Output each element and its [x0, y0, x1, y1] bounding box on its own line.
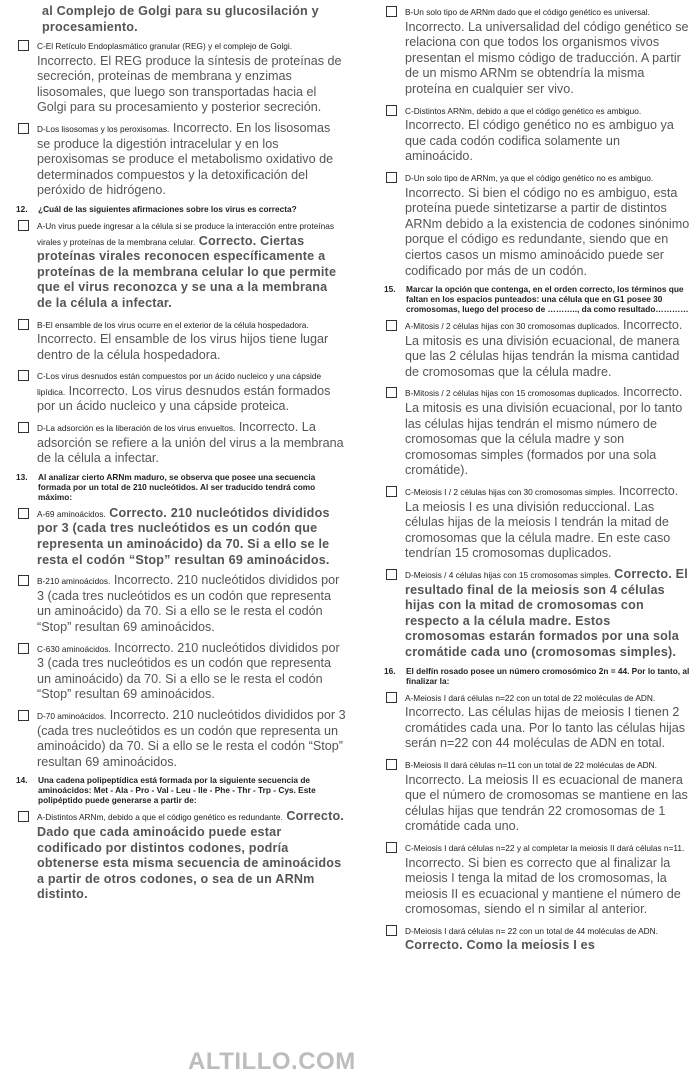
- answer-checkbox[interactable]: [386, 105, 397, 116]
- answer-text: [405, 4, 690, 98]
- option-verdict: Incorrecto.: [405, 118, 465, 133]
- answer-checkbox[interactable]: [386, 692, 397, 703]
- option-label: D-Meiosis I dará células n= 22 con un total de 44 moléculas de ADN.: [405, 925, 658, 936]
- answer-option[interactable]: [16, 506, 346, 568]
- answer-option[interactable]: [16, 573, 346, 635]
- answer-checkbox[interactable]: [18, 370, 29, 381]
- option-verdict: Incorrecto.: [68, 383, 129, 398]
- answer-checkbox[interactable]: [386, 486, 397, 497]
- answer-option[interactable]: [384, 923, 690, 954]
- option-explanation: La mitosis es una división ecuacional, de manera que las 2 células hijas tendrán la misma cantidad de cromosomas que la célula madre.: [405, 333, 680, 379]
- answer-text: [405, 170, 690, 279]
- question-text: Al analizar cierto ARNm maduro, se observa que posee una secuencia formada por un total de 210 nucleótidos. Al ser traducido tendrá como máximo:: [38, 471, 316, 502]
- option-verdict: Correcto.: [286, 809, 345, 824]
- option-label: C-El Retículo Endoplasmático granular (REG) y el complejo de Golgi.: [37, 41, 293, 51]
- answer-text: [405, 103, 690, 165]
- option-label: C-Distintos ARNm, debido a que el código genético es ambiguo.: [405, 105, 642, 116]
- left-items: [16, 38, 346, 903]
- answer-option[interactable]: [384, 385, 690, 479]
- option-explanation: 210 nucleótidos divididos por 3 (cada tres nucleótidos es un codón que representa un aminoácido) da 70. Si a ello se le resta el codón “Stop” resultan 69 aminoácidos.: [37, 573, 340, 634]
- watermark-logo: ALTILLO.COM: [188, 1048, 356, 1075]
- option-verdict: Incorrecto.: [172, 120, 233, 135]
- answer-checkbox[interactable]: [386, 387, 397, 398]
- answer-text: [405, 923, 690, 954]
- question-number: 13.: [16, 471, 28, 482]
- answer-text: [37, 506, 346, 568]
- option-explanation: El ensamble de los virus hijos tiene lugar dentro de la célula hospedadora.: [37, 332, 329, 362]
- answer-checkbox[interactable]: [386, 320, 397, 331]
- answer-text: [37, 420, 346, 467]
- option-explanation: Ciertas proteínas virales reconocen específicamente a proteínas de la membrana celular lo que permite que el virus reconozca y se una a la membrana de la célula a infectar.: [37, 233, 337, 310]
- answer-option[interactable]: [384, 170, 690, 279]
- answer-text: [37, 317, 346, 364]
- question-text: El delfín rosado posee un número cromosómico 2n = 44. Por lo tanto, al finalizar la:: [406, 665, 690, 686]
- option-verdict: Incorrecto.: [622, 318, 683, 333]
- question-number: 14.: [16, 775, 28, 786]
- answer-checkbox[interactable]: [386, 569, 397, 580]
- option-explanation: 210 nucleótidos divididos por 3 (cada tres nucleótidos es un codón que representa un aminoácido) da 70. Si a ello se le resta el codón “Stop” resultan 69 aminoácidos.: [37, 505, 330, 567]
- answer-checkbox[interactable]: [18, 508, 29, 519]
- answer-option[interactable]: [16, 641, 346, 703]
- question-number: 12.: [16, 203, 28, 214]
- answer-checkbox[interactable]: [386, 842, 397, 853]
- answer-text: [37, 218, 346, 312]
- option-label: B-Un solo tipo de ARNm dado que el código genético es universal.: [405, 7, 650, 17]
- question-text: Marcar la opción que contenga, en el orden correcto, los términos que faltan en los espacios punteados: una célula que en G1 posee 30 cromosomas, luego del proceso de ……….., da como resultado…………: [406, 284, 689, 315]
- answer-checkbox[interactable]: [18, 422, 29, 433]
- answer-text: [37, 121, 346, 199]
- option-explanation: Si bien el código no es ambiguo, esta proteína puede sintetizarse a partir de distintos ARNm debido a la existencia de codones sinónimo porque el código es redundante, siendo que en ciertos casos un mismo aminoácido puede ser codificado por más de un codón.: [405, 185, 690, 278]
- answer-text: [405, 840, 690, 918]
- answer-option[interactable]: [384, 484, 690, 562]
- answer-checkbox[interactable]: [18, 40, 29, 51]
- left-column: [16, 4, 346, 1056]
- answer-text: [405, 690, 690, 752]
- answer-option[interactable]: [16, 368, 346, 415]
- option-verdict: Correcto.: [614, 567, 672, 581]
- option-explanation: En los lisosomas se produce la digestión intracelular y en los peroxisomas se produce el metabolismo oxidativo de determinados compuestos y la detoxificación del peróxido de hidrógeno.: [37, 120, 334, 198]
- question-heading: [16, 775, 346, 805]
- answer-checkbox[interactable]: [386, 6, 397, 17]
- option-label: A-Meiosis I dará células n=22 con un total de 22 moléculas de ADN.: [405, 692, 656, 703]
- answer-option[interactable]: [384, 690, 690, 752]
- option-explanation: Dado que cada aminoácido puede estar codificado por distintos codones, podría obtenerse esta misma secuencia de aminoácidos a partir de otros codones, o sea de un ARNm distinto.: [37, 824, 342, 902]
- answer-option[interactable]: [384, 840, 690, 918]
- answer-option[interactable]: [16, 708, 346, 770]
- option-label: A-Mitosis / 2 células hijas con 30 cromosomas duplicados.: [405, 321, 620, 332]
- option-verdict: Incorrecto.: [405, 772, 465, 787]
- question-heading: [384, 666, 690, 686]
- option-verdict: Incorrecto.: [238, 420, 299, 435]
- answer-checkbox[interactable]: [18, 811, 29, 822]
- option-explanation: 210 nucleótidos divididos por 3 (cada tres nucleótidos es un codón que representa un aminoácido) da 70. Si a ello se le resta el codón “Stop” resultan 69 aminoácidos.: [37, 707, 346, 769]
- option-verdict: Incorrecto.: [405, 185, 465, 200]
- option-label: A-69 aminoácidos.: [37, 508, 106, 519]
- option-verdict: Incorrecto.: [405, 19, 465, 34]
- option-explanation: La meiosis II es ecuacional de manera que el número de cromosomas se mantiene en las células hijas que tendrán 22 cromosomas de 1 cromátide cada uno.: [405, 772, 688, 834]
- option-label: C-Meiosis I dará células n=22 y al completar la meiosis II dará células n=11.: [405, 842, 685, 853]
- option-explanation: La adsorción se refiere a la unión del virus a la membrana de la célula a infectar.: [37, 420, 344, 466]
- answer-checkbox[interactable]: [18, 123, 29, 134]
- answer-option[interactable]: [16, 420, 346, 467]
- option-explanation: Los virus desnudos están formados por un ácido nucleico y una cápside proteica.: [37, 383, 331, 414]
- option-explanation: La meiosis I es una división reduccional. Las células hijas de la meiosis I tendrán la mitad de cromosomas que la célula madre. En este caso tendrían 15 cromosomas duplicados.: [405, 499, 671, 561]
- option-label: D-Meiosis / 4 células hijas con 15 cromosomas simples.: [405, 570, 611, 580]
- answer-text: [405, 318, 690, 380]
- option-verdict: Incorrecto.: [405, 705, 465, 720]
- answer-option[interactable]: [384, 757, 690, 835]
- option-verdict: Incorrecto.: [622, 385, 683, 400]
- option-verdict: Incorrecto.: [618, 484, 679, 499]
- answer-text: [37, 38, 346, 116]
- answer-option[interactable]: [384, 4, 690, 98]
- answer-option[interactable]: [384, 567, 690, 661]
- right-items: [384, 4, 690, 954]
- answer-text: [37, 573, 346, 635]
- answer-checkbox[interactable]: [386, 759, 397, 770]
- answer-checkbox[interactable]: [18, 319, 29, 330]
- option-explanation: Como la meiosis I es: [462, 938, 596, 953]
- answer-text: [405, 385, 690, 479]
- option-label: A-Un virus puede ingresar a la célula si se produce la interacción entre proteínas virales y proteínas de la membrana celular.: [37, 220, 335, 247]
- option-label: B-210 aminoácidos.: [37, 576, 111, 587]
- answer-text: [37, 708, 346, 770]
- option-label: D-Los lisosomas y los peroxisomas.: [37, 123, 170, 134]
- continued-answer-text: al Complejo de Golgi para su glucosilación y procesamiento.: [42, 4, 319, 34]
- option-explanation: 210 nucleótidos divididos por 3 (cada tres nucleótidos es un codón que representa un aminoácido) da 70. Si a ello se le resta el codón “Stop” resultan 69 aminoácidos.: [37, 640, 340, 702]
- option-verdict: Incorrecto.: [113, 573, 174, 588]
- option-verdict: Correcto.: [109, 505, 168, 520]
- option-label: D-70 aminoácidos.: [37, 710, 107, 721]
- question-text: ¿Cuál de las siguientes afirmaciones sobre los virus es correcta?: [38, 203, 297, 214]
- question-heading: [16, 472, 346, 502]
- question-heading: [384, 284, 690, 314]
- answer-checkbox[interactable]: [18, 710, 29, 721]
- option-label: B-Meiosis II dará células n=11 con un total de 22 moléculas de ADN.: [405, 759, 657, 770]
- option-explanation: Las células hijas de meiosis I tienen 2 cromátides cada una. Por lo tanto las células hijas serán n=22 con 44 moléculas de ADN en total.: [405, 705, 686, 751]
- option-label: C-Meiosis I / 2 células hijas con 30 cromosomas simples.: [405, 487, 616, 498]
- answer-text: [405, 567, 690, 661]
- option-verdict: Correcto.: [405, 938, 463, 953]
- answer-checkbox[interactable]: [18, 575, 29, 586]
- answer-checkbox[interactable]: [386, 172, 397, 183]
- option-verdict: Incorrecto.: [109, 707, 170, 722]
- option-verdict: Incorrecto.: [114, 640, 174, 655]
- option-explanation: El REG produce la síntesis de proteínas de secreción, proteínas de membrana y enzimas lisosomales, que luego son transportadas hacia el Golgi para su procesamiento y posterior secreción.: [37, 53, 342, 115]
- answer-text: [37, 368, 346, 415]
- option-label: B-Mitosis / 2 células hijas con 15 cromosomas duplicados.: [405, 388, 620, 399]
- answer-option[interactable]: [16, 218, 346, 312]
- answer-option[interactable]: [16, 809, 346, 903]
- option-explanation: El resultado final de la meiosis son 4 células hijas con la mitad de cromosomas con respecto a la célula madre. Estos cromosomas estarán formados por una sola cromátide cada uno (cromosomas simples).: [405, 567, 688, 659]
- question-number: 15.: [384, 284, 396, 295]
- option-verdict: Incorrecto.: [37, 332, 97, 347]
- option-explanation: La mitosis es una división ecuacional, por lo tanto las células hijas tendrán el mismo número de cromosomas que la célula madre y son cromosomas simples (formados por una sola cromátide).: [405, 401, 683, 478]
- question-text: Una cadena polipeptídica está formada por la siguiente secuencia de aminoácidos: Met - Ala - Pro - Val - Leu - Ile - Phe - Thr - Trp - Cys. Este polipéptido puede generarse a partir de:: [38, 775, 316, 806]
- answer-option[interactable]: [16, 121, 346, 199]
- option-label: C-Los virus desnudos están compuestos por un ácido nucleico y una cápside lipídica.: [37, 371, 322, 397]
- option-explanation: La universalidad del código genético se relaciona con que todos los organismos vivos presentan el mismo código de traducción. A partir de un mismo ARNm se obtendría la misma proteína en cualquier ser vivo.: [405, 19, 689, 96]
- option-verdict: Incorrecto.: [405, 855, 465, 870]
- answer-option[interactable]: [384, 318, 690, 380]
- right-column: [384, 4, 690, 1064]
- answer-checkbox[interactable]: [386, 925, 397, 936]
- question-heading: [16, 204, 346, 214]
- answer-checkbox[interactable]: [18, 220, 29, 231]
- answer-checkbox[interactable]: [18, 643, 29, 654]
- option-label: C-630 aminoácidos.: [37, 643, 111, 654]
- answer-option[interactable]: [16, 317, 346, 364]
- answer-option[interactable]: [384, 103, 690, 165]
- answer-text: [405, 484, 690, 562]
- option-explanation: Si bien es correcto que al finalizar la meiosis I tenga la mitad de los cromosomas, la meiosis II es ecuacional y mantiene el número de cromosomas, siendo el n similar al anterior.: [405, 855, 681, 917]
- option-verdict: Incorrecto.: [37, 53, 97, 68]
- answer-text: [405, 757, 690, 835]
- option-verdict: Correcto.: [198, 233, 257, 248]
- answer-option[interactable]: [16, 38, 346, 116]
- answer-text: [37, 809, 346, 903]
- answer-text: [37, 641, 346, 703]
- option-label: A-Distintos ARNm, debido a que el código genético es redundante.: [37, 812, 283, 823]
- option-label: B-El ensamble de los virus ocurre en el exterior de la célula hospedadora.: [37, 319, 309, 330]
- option-label: D-Un solo tipo de ARNm, ya que el código genético no es ambiguo.: [405, 172, 654, 183]
- option-explanation: El código genético no es ambiguo ya que cada codón codifica solamente un aminoácido.: [405, 118, 674, 164]
- option-label: D-La adsorción es la liberación de los virus envueltos.: [37, 423, 236, 434]
- question-number: 16.: [384, 665, 396, 676]
